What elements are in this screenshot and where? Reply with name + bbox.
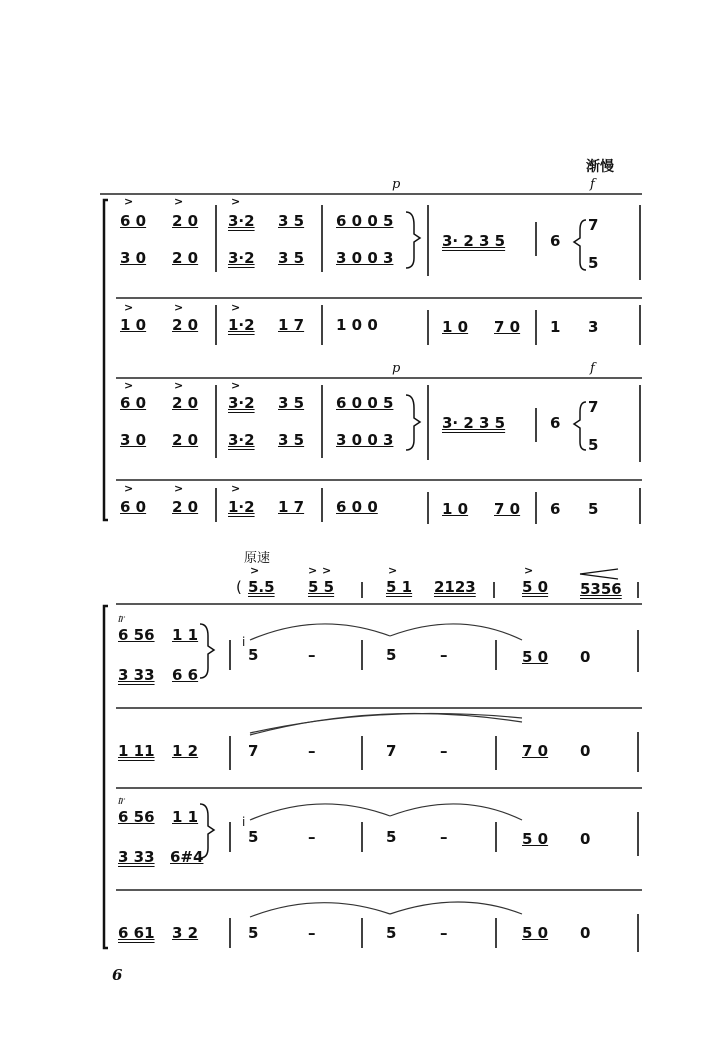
note-group: 1 1 [172,626,199,644]
note-group: 2 0 [172,431,199,449]
note-group: 6 0 [120,212,147,230]
accent-mark: > [231,482,241,495]
dash: – [308,924,316,942]
note: 5 [588,500,599,518]
accent-mark: > [124,301,134,314]
note-group: 5356 [580,580,622,598]
accent-mark: > [231,301,241,314]
note-group: 3· 2 3 5 [442,232,506,250]
note-group: 6 56 [118,626,155,644]
chord-note: 5 [588,436,599,454]
note-group: 5 1 [386,578,413,596]
grace-note: i [242,815,246,829]
note: 5 [248,828,259,846]
open-paren: ( [236,578,242,596]
accent-mark: > [388,564,398,577]
note: 6 [550,500,561,518]
accent-mark: > [174,482,184,495]
note: 5 [386,646,397,664]
note-group: 6 0 0 5 [336,212,394,230]
note-group: 2123 [434,578,476,596]
accent-mark: > [174,195,184,208]
note-group: 1 2 [172,742,199,760]
accent-mark: > [174,379,184,392]
note-group: 2 0 [172,249,199,267]
crescendo-hairpin [580,569,618,579]
system-bracket [104,200,108,520]
note-group: 5 5 [308,578,335,596]
note: 6 [550,232,561,250]
dynamic-f: f [590,361,595,376]
note-group: 3·2 [228,249,255,267]
dash: – [440,742,448,760]
note: 5 [248,924,259,942]
note: 6 [550,414,561,432]
note-group: 3 33 [118,848,155,866]
dash: – [308,646,316,664]
note-group: 3 0 [120,431,147,449]
slurs [250,624,522,917]
note-group: 2 0 [172,498,199,516]
braces-system2 [200,624,214,858]
note-group: 3·2 [228,431,255,449]
dynamic-p: p [392,361,401,376]
note-group: 6 0 [120,498,147,516]
note-group: 7 0 [494,500,521,518]
note-group: 3 5 [278,394,305,412]
note-group: 6 0 0 [336,498,378,516]
note-group: 3 0 [120,249,147,267]
accent-mark: > [124,195,134,208]
note-group: 6 0 0 5 [336,394,394,412]
tempo-original: 原速 [244,551,271,566]
accent-mark: > [124,379,134,392]
note-group: 1 0 [120,316,147,334]
note-group: 3 0 0 3 [336,431,394,449]
note-group: 6 6 [172,666,199,684]
note-group: 7 0 [522,742,549,760]
dynamic-p: p [392,177,401,192]
note: 0 [580,830,591,848]
note-group: 3 0 0 3 [336,249,394,267]
note-group: 5 0 [522,924,549,942]
accent-mark: > [524,564,534,577]
grace-note: i [242,635,246,649]
note-group: 3 5 [278,212,305,230]
accent-mark: > [231,195,241,208]
note: 0 [580,924,591,942]
accent-mark: > [322,564,332,577]
note-group: 1 0 [442,500,469,518]
note-group: 3· 2 3 5 [442,414,506,432]
note-group: 3 5 [278,249,305,267]
note-group: 3 33 [118,666,155,684]
dash: – [440,646,448,664]
note-group: 1 0 [442,318,469,336]
note: 5 [386,828,397,846]
accent-mark: > [308,564,318,577]
note-group: 5.5 [248,578,275,596]
note: 3 [588,318,599,336]
chord-note: 7 [588,398,599,416]
note-group: 1·2 [228,498,255,516]
note-group: 5 0 [522,578,549,596]
accent-mark: > [231,379,241,392]
note-group: 1 7 [278,498,305,516]
note-group: 1·2 [228,316,255,334]
note: 0 [580,742,591,760]
chord-note: 5 [588,254,599,272]
note-group: 2 0 [172,316,199,334]
system-bracket [104,606,108,948]
note-group: 3 2 [172,924,199,942]
note: 7 [248,742,259,760]
trill-mark: 𝆖 [118,611,125,625]
dash: – [440,924,448,942]
note-group: 6#4 [170,848,204,866]
note-group: 5 0 [522,830,549,848]
note: 5 [386,924,397,942]
note: 5 [248,646,259,664]
barlines-system2 [230,578,638,952]
dash: – [308,828,316,846]
trill-mark: 𝆖 [118,793,125,807]
accent-mark: > [174,301,184,314]
page-number: 6 [112,966,123,984]
note-group: 3·2 [228,394,255,412]
dash: – [308,742,316,760]
note-group: 6 56 [118,808,155,826]
note-group: 1 0 0 [336,316,378,334]
dash: – [440,828,448,846]
note-group: 1 1 [172,808,199,826]
note-group: 2 0 [172,394,199,412]
note-group: 6 0 [120,394,147,412]
note-group: 1 7 [278,316,305,334]
accent-mark: > [250,564,260,577]
note: 7 [386,742,397,760]
chord-note: 7 [588,216,599,234]
note-group: 6 61 [118,924,155,942]
note-group: 5 0 [522,648,549,666]
note: 1 [550,318,561,336]
note-group: 3·2 [228,212,255,230]
note-group: 7 0 [494,318,521,336]
note-group: 1 11 [118,742,155,760]
note-group: 3 5 [278,431,305,449]
dynamic-f: f [590,177,595,192]
note-group: 2 0 [172,212,199,230]
tempo-gradually-slow: 渐慢 [586,159,614,175]
accent-mark: > [124,482,134,495]
note: 0 [580,648,591,666]
